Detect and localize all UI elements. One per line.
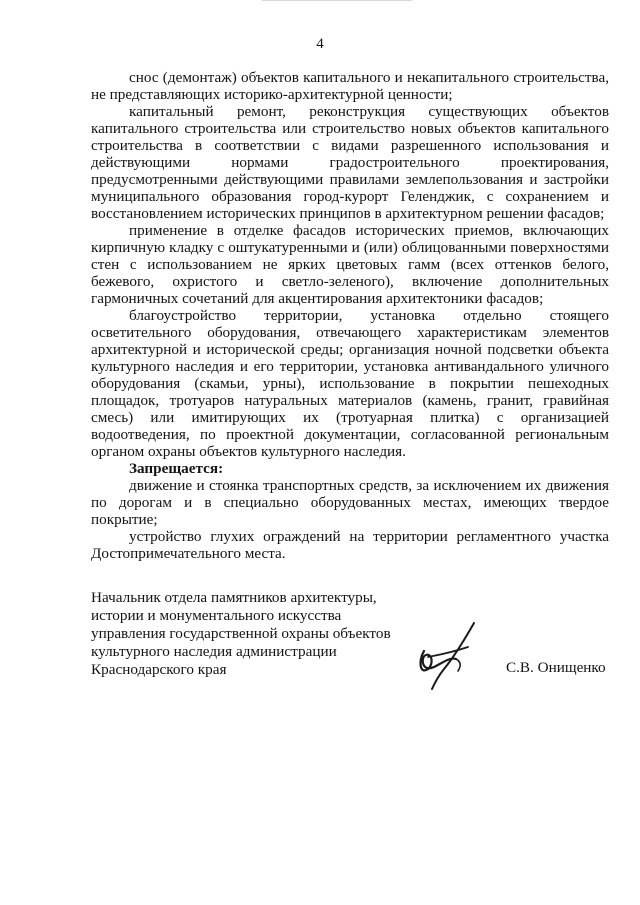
signer-title-line: Начальник отдела памятников архитектуры, xyxy=(91,589,377,606)
signer-title-line: культурного наследия администрации xyxy=(91,643,337,660)
prohibited-heading: Запрещается: xyxy=(129,460,224,477)
handwritten-signature xyxy=(410,617,480,693)
prohibited-item-fences: устройство глухих ограждений на территории регламентного участка Достопримечательного места. xyxy=(91,528,609,562)
signer-name: С.В. Онищенко xyxy=(506,659,606,676)
paragraph-repair: капитальный ремонт, реконструкция существующих объектов капитального строительства или строительство новых объектов капитального строительства в соответствии с видами разрешенного использования и действующими нормами градостроительного проектирования, предусмотренными действующими правилами землепользования и застройки муниципального образования город-курорт Геленджик, с сохранением и восстановлением исторических принципов в архитектурном решении фасадов; xyxy=(91,103,609,222)
document-body xyxy=(91,69,609,562)
signature-title-block xyxy=(91,589,391,679)
prohibited-item-traffic: движение и стоянка транспортных средств, за исключением их движения по дорогам и в специально оборудованных местах, имеющих твердое покрытие; xyxy=(91,477,609,528)
signer-title-line: истории и монументального искусства xyxy=(91,607,342,624)
page-number: 4 xyxy=(316,36,324,52)
paragraph-facade-finishing: применение в отделке фасадов исторических приемов, включающих кирпичную кладку с оштукатуренными и (или) облицованными поверхностями стен с использованием не ярких цветовых гамм (всех оттенков белого, бежевого, охристого и светло-зеленого), включение дополнительных гармоничных сочетаний для акцентирования архитектоники фасадов; xyxy=(91,222,609,307)
signer-title-line: Краснодарского края xyxy=(91,661,227,678)
signer-title-line: управления государственной охраны объектов xyxy=(91,625,391,642)
top-edge-mark xyxy=(262,0,412,1)
paragraph-demolition: снос (демонтаж) объектов капитального и некапитального строительства, не представляющих историко-архитектурной ценности; xyxy=(91,69,609,103)
paragraph-landscaping: благоустройство территории, установка отдельно стоящего осветительного оборудования, отвечающего характеристикам элементов архитектурной и исторической среды; организация ночной подсветки объекта культурного наследия и его территории, установка антивандального уличного оборудования (скамьи, урны), использование в покрытии пешеходных площадок, тротуаров натуральных материалов (камень, гранит, гравийная смесь) или имитирующих их (тротуарная плитка) с организацией водоотведения, по проектной документации, согласованной региональным органом охраны объектов культурного наследия. xyxy=(91,307,609,460)
